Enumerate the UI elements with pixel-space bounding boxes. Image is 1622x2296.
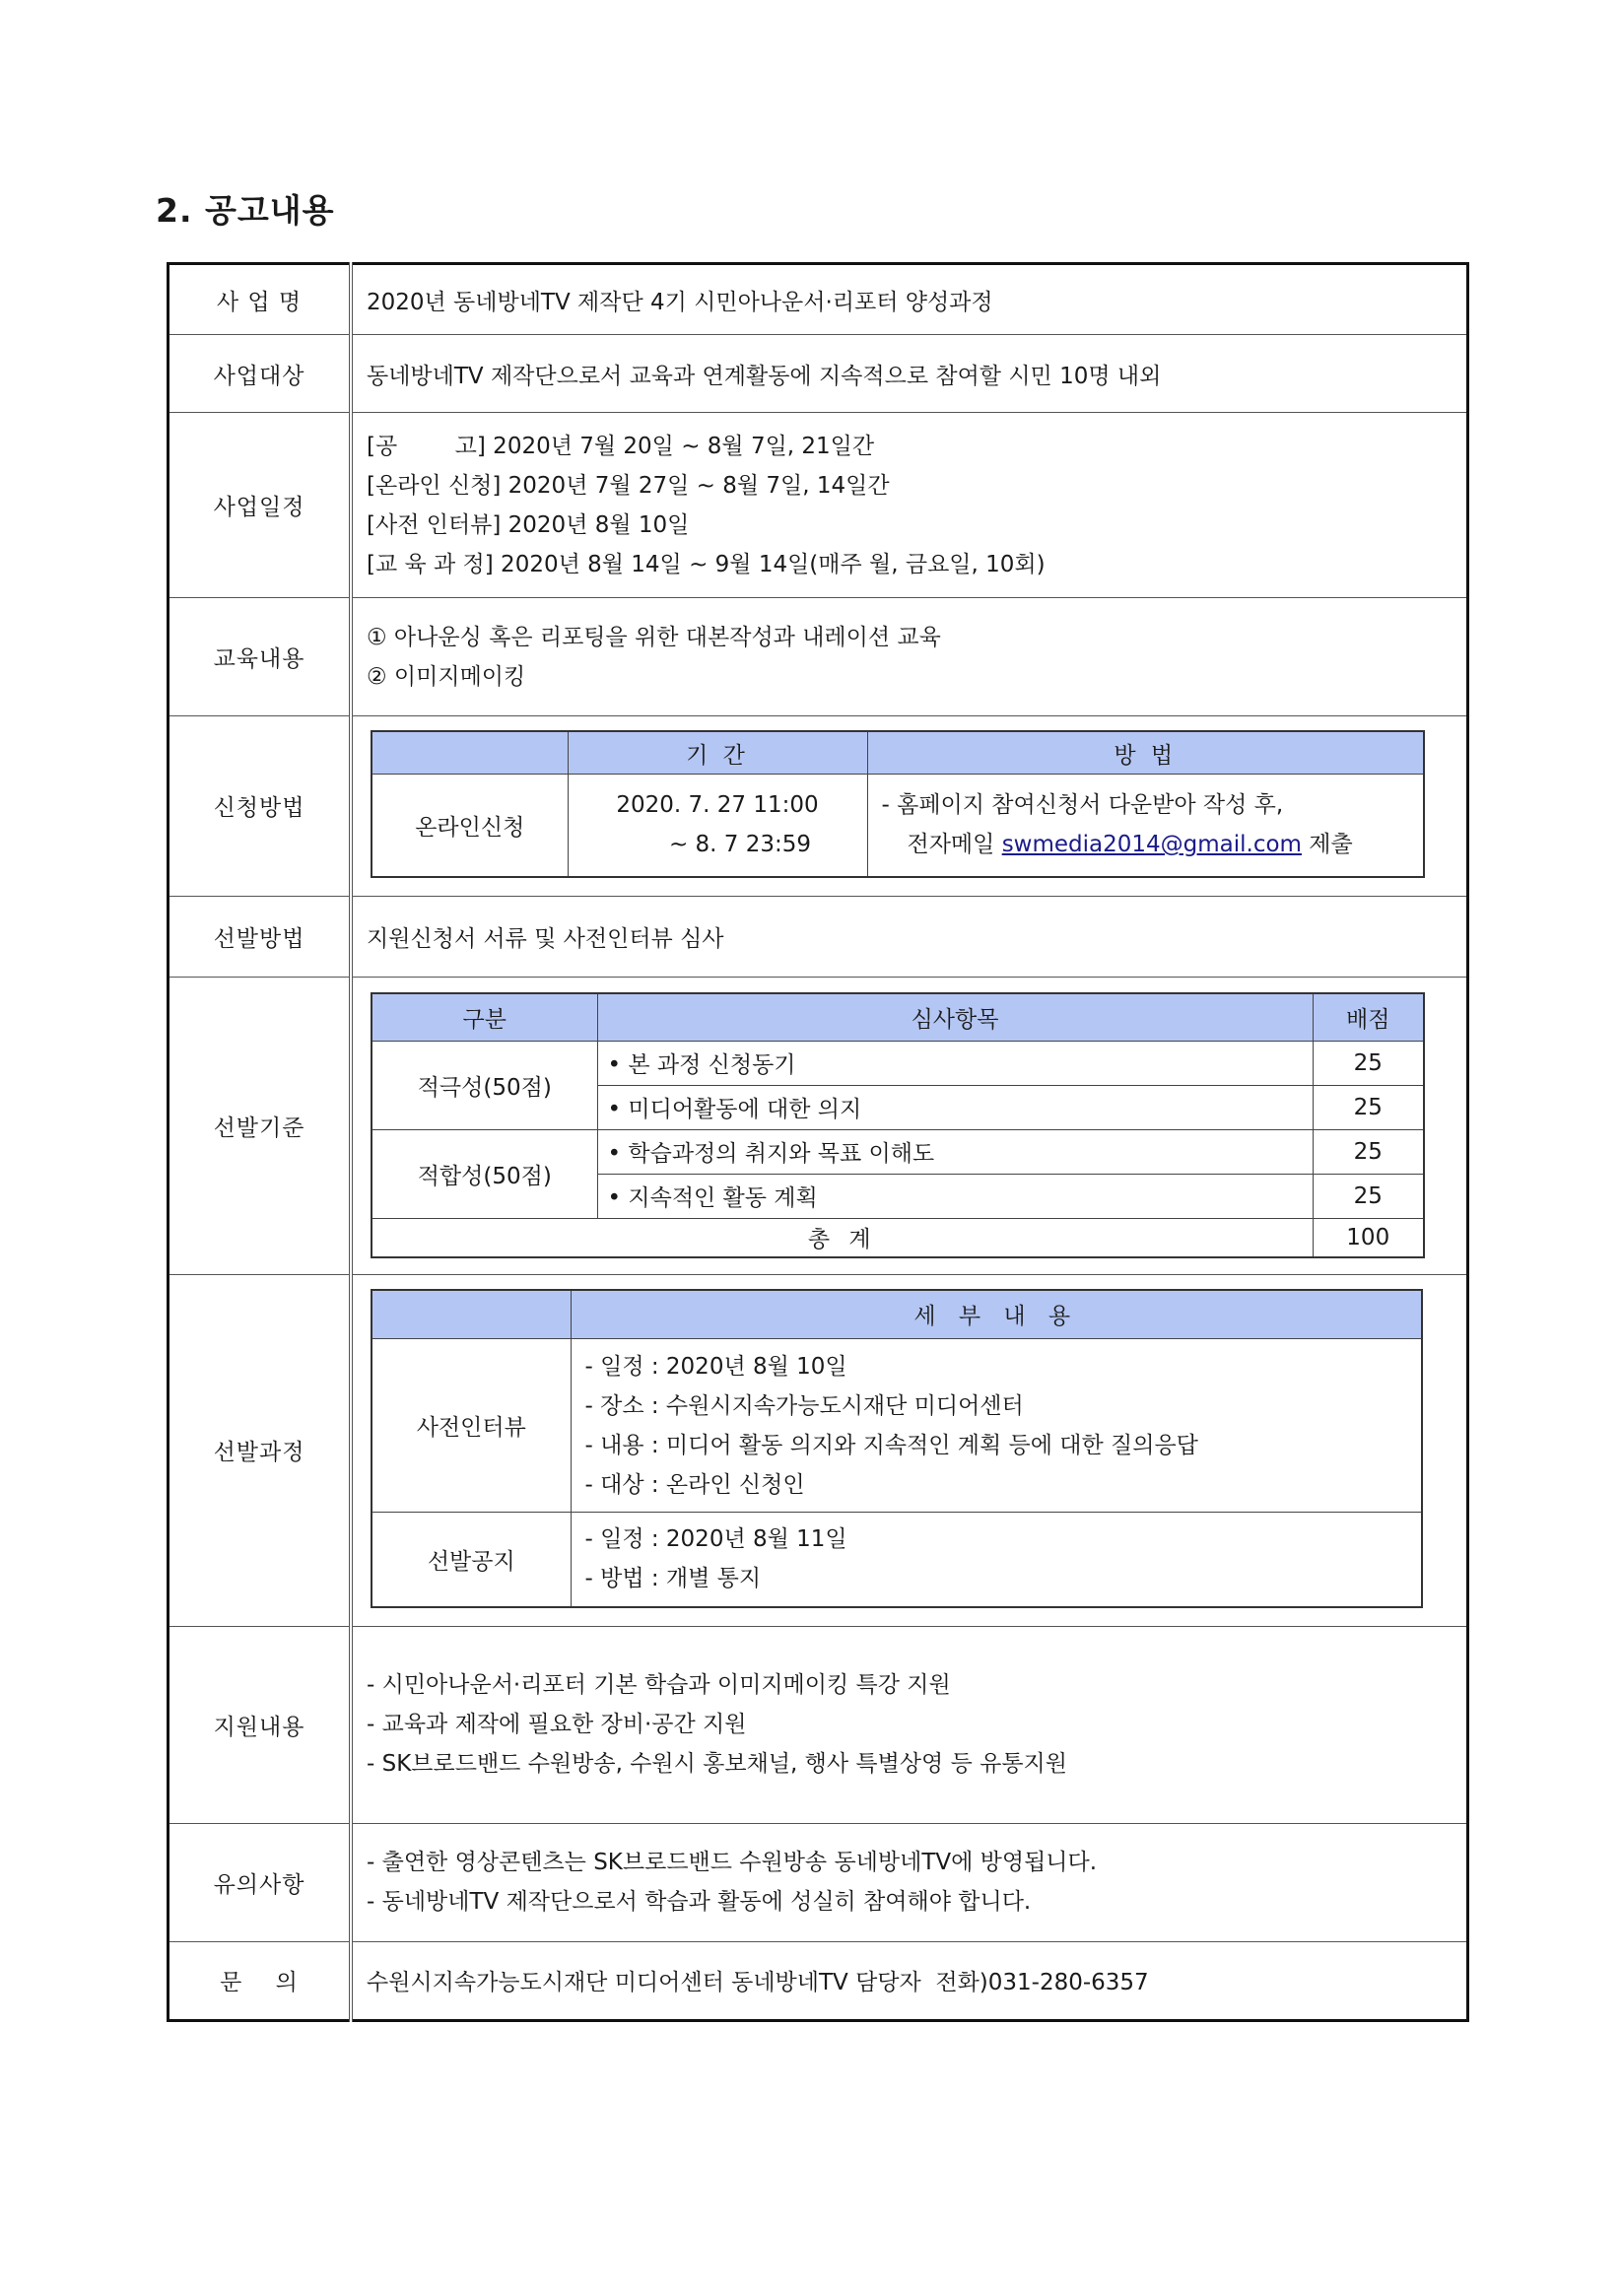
value-selection-process [351,1274,1468,1626]
value-contact: 수원시지속가능도시재단 미디어센터 동네방네TV 담당자 전화)031-280-6357 [351,1941,1468,2020]
support-line: - SK브로드밴드 수원방송, 수원시 홍보채널, 행사 특별상영 등 유통지원 [367,1751,1067,1777]
education-line: ① 아나운싱 혹은 리포팅을 위한 대본작성과 내레이션 교육 [367,624,941,650]
label-selection-process: 선발과정 [169,1274,352,1626]
process-stage-details [571,1339,1422,1513]
education-line: ② 이미지메이킹 [367,663,526,690]
criteria-item: • 지속적인 활동 계획 [597,1174,1313,1218]
criteria-item: • 학습과정의 취지와 목표 이해도 [597,1129,1313,1174]
criteria-item: • 미디어활동에 대한 의지 [597,1085,1313,1129]
label-support: 지원내용 [169,1626,352,1823]
process-detail-line: - 일정 : 2020년 8월 10일 [584,1353,847,1380]
process-detail-line: - 방법 : 개별 통지 [584,1566,762,1592]
label-target: 사업대상 [169,335,352,413]
apply-method-line: - 홈페이지 참여신청서 다운받아 작성 후, [881,792,1284,819]
value-apply-method [351,716,1468,897]
criteria-item: • 본 과정 신청동기 [597,1041,1313,1085]
apply-header-method: 방 법 [867,731,1424,775]
label-notes: 유의사항 [169,1823,352,1941]
support-line: - 교육과 제작에 필요한 장비·공간 지원 [367,1712,747,1737]
criteria-score: 25 [1313,1041,1424,1085]
process-stage-details [571,1513,1422,1607]
apply-method-email-prefix: 전자메일 [907,832,1002,858]
schedule-line: [온라인 신청] 2020년 7월 27일 ~ 8월 7일, 14일간 [367,472,890,499]
process-header-details: 세 부 내 용 [571,1290,1422,1339]
value-target: 동네방네TV 제작단으로서 교육과 연계활동에 지속적으로 참여할 시민 10명 내외 [351,335,1468,413]
criteria-header-score: 배점 [1313,993,1424,1041]
support-line: - 시민아나운서·리포터 기본 학습과 이미지메이킹 특강 지원 [367,1672,951,1698]
criteria-table [371,992,1425,1258]
value-schedule [351,413,1468,598]
process-stage-name: 사전인터뷰 [372,1339,571,1513]
notes-line: - 출연한 영상콘텐츠는 SK브로드밴드 수원방송 동네방네TV에 방영됩니다. [367,1850,1098,1875]
process-table [371,1289,1423,1608]
email-link[interactable]: swmedia2014@gmail.com [1001,832,1302,858]
label-schedule: 사업일정 [169,413,352,598]
apply-type: 온라인신청 [372,775,568,877]
schedule-line: [사전 인터뷰] 2020년 8월 10일 [367,511,690,538]
criteria-score: 25 [1313,1085,1424,1129]
section-heading: 2. 공고내용 [156,191,335,230]
label-education: 교육내용 [169,598,352,716]
apply-header-period: 기 간 [568,731,867,775]
apply-method-table [371,730,1425,878]
value-project-name: 2020년 동네방네TV 제작단 4기 시민아나운서·리포터 양성과정 [351,264,1468,335]
process-header-blank [372,1290,571,1339]
apply-period-end: ~ 8. 7 23:59 [668,832,812,858]
apply-header-blank [372,731,568,775]
label-selection-method: 선발방법 [169,896,352,977]
process-detail-line: - 장소 : 수원시지속가능도시재단 미디어센터 [584,1392,1024,1419]
process-detail-line: - 내용 : 미디어 활동 의지와 지속적인 계획 등에 대한 질의응답 [584,1432,1198,1458]
value-education [351,598,1468,716]
criteria-total-label: 총 계 [372,1218,1313,1257]
criteria-total-score: 100 [1313,1218,1424,1257]
apply-method [867,775,1424,877]
label-apply-method: 신청방법 [169,716,352,897]
notes-line: - 동네방네TV 제작단으로서 학습과 활동에 성실히 참여해야 합니다. [367,1889,1032,1915]
criteria-header-category: 구분 [372,993,597,1041]
value-selection-method: 지원신청서 서류 및 사전인터뷰 심사 [351,896,1468,977]
apply-method-email-suffix: 제출 [1301,832,1353,858]
schedule-line: [공 고] 2020년 7월 20일 ~ 8월 7일, 21일간 [367,433,875,459]
announcement-table [167,262,1469,2022]
process-detail-line: - 일정 : 2020년 8월 11일 [584,1526,847,1553]
process-stage-name: 선발공지 [372,1513,571,1607]
label-criteria: 선발기준 [169,977,352,1274]
label-contact: 문 의 [169,1941,352,2020]
process-detail-line: - 대상 : 온라인 신청인 [584,1471,805,1498]
apply-period [568,775,867,877]
criteria-score: 25 [1313,1174,1424,1218]
schedule-line: [교 육 과 정] 2020년 8월 14일 ~ 9월 14일(매주 월, 금요일, 10회) [367,551,1046,577]
value-support [351,1626,1468,1823]
criteria-group-name: 적극성(50점) [372,1041,597,1129]
criteria-header-items: 심사항목 [597,993,1313,1041]
value-criteria [351,977,1468,1274]
criteria-score: 25 [1313,1129,1424,1174]
value-notes [351,1823,1468,1941]
criteria-group-name: 적합성(50점) [372,1129,597,1218]
label-project-name: 사 업 명 [169,264,352,335]
apply-period-start: 2020. 7. 27 11:00 [616,792,819,819]
